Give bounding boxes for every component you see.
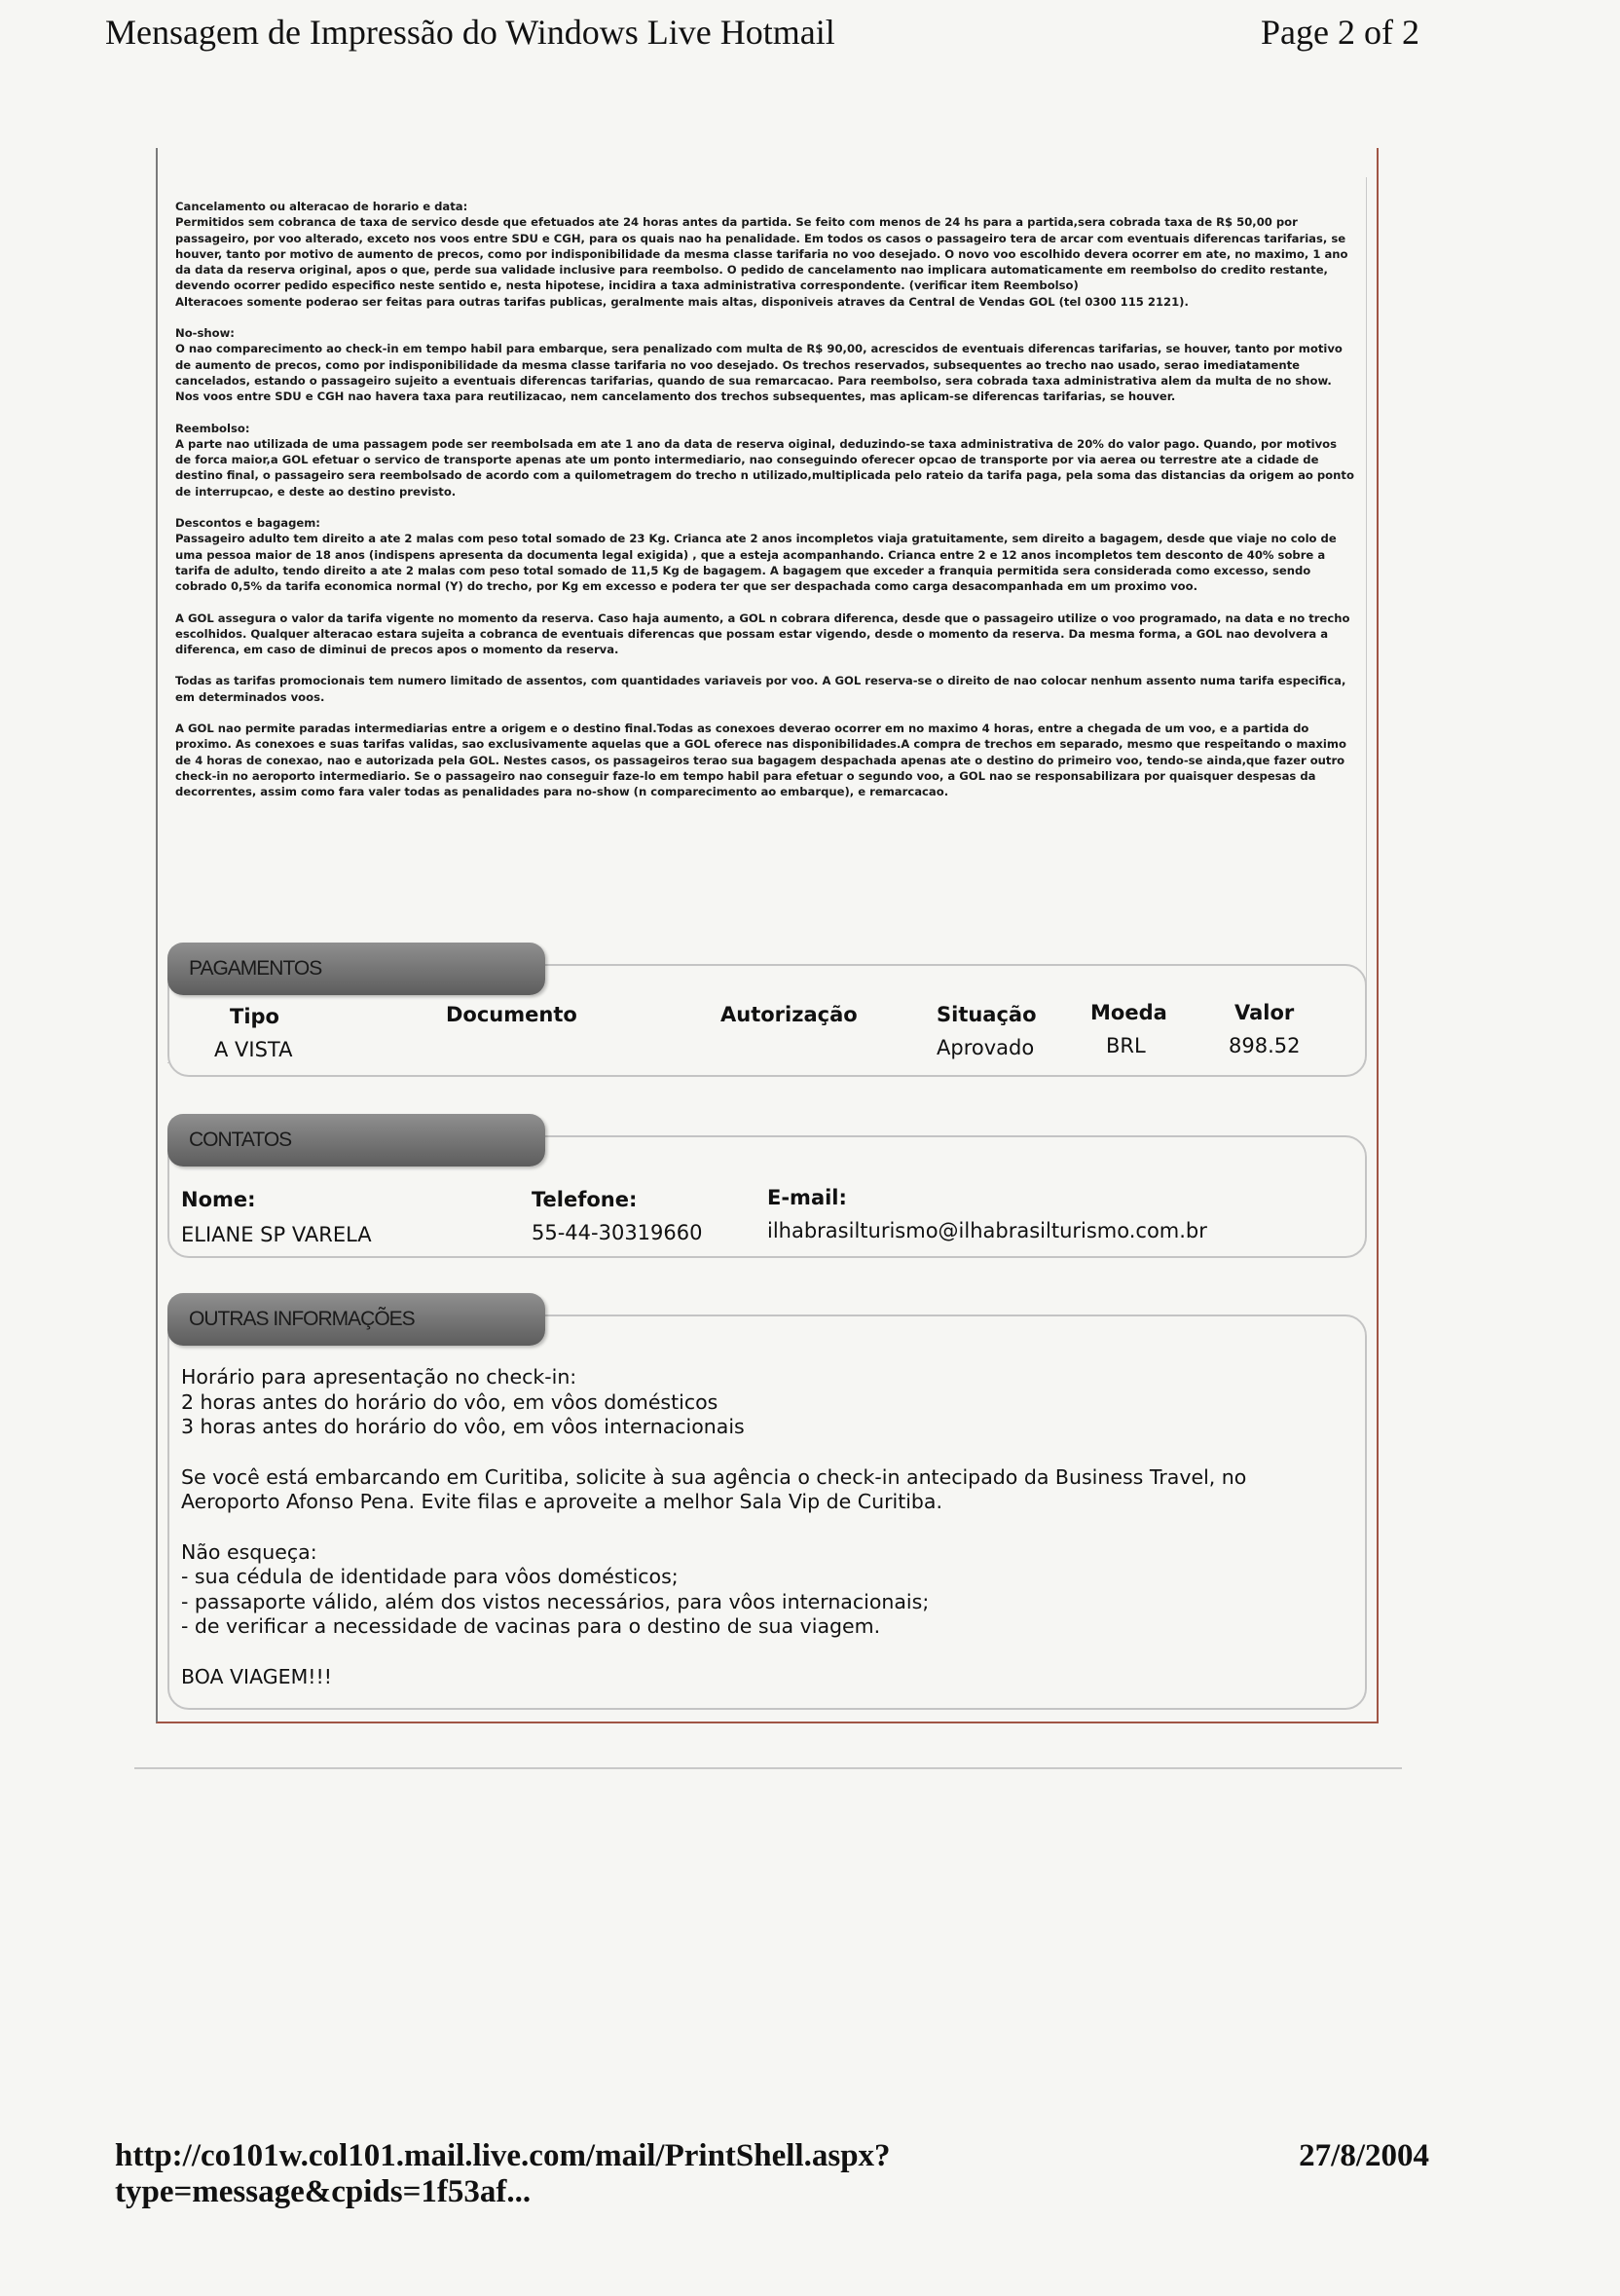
info-line: Se você está embarcando em Curitiba, solicite à sua agência o check-in antecipado da Business Travel, no bbox=[181, 1464, 1247, 1489]
policy-paragraph: Todas as tarifas promocionais tem numero limitado de assentos, com quantidades variaveis por voo. A GOL reserva-se o direito de nao colocar nenhum assento numa tarifa especifica, em determinados voos. bbox=[175, 674, 1346, 704]
info-line: - sua cédula de identidade para vôos domésticos; bbox=[181, 1565, 679, 1588]
header-documento: Documento bbox=[446, 1003, 577, 1026]
info-line: Aeroporto Afonso Pena. Evite filas e aproveite a melhor Sala Vip de Curitiba. bbox=[181, 1490, 943, 1513]
policy-paragraph: A GOL assegura o valor da tarifa vigente no momento da reserva. Caso haja aumento, a GOL n cobrara diferenca, desde que o passageiro utilize o voo programado, na data e no trecho escolhidos. Qualquer alteracao estara sujeita a cobranca de eventuais diferencas que possam estar vigendo, desde o momento da reserva. Da mesma forma, a GOL nao devolvera a diferenca, em caso de diminui de precos apos o momento da reserva. bbox=[175, 611, 1350, 657]
print-footer bbox=[115, 2138, 1429, 2210]
policy-paragraph: Cancelamento ou alteracao de horario e data: Permitidos sem cobranca de taxa de servico desde que efetuados ate 24 horas antes da partida. Se feito com menos de 24 hs para a partida,sera cobrada taxa de R$ 50,00 por passageiro, por voo alterado, exceto nos voos entre SDU e CGH, para os quais nao ha penalidade. Em todos os casos o passageiro tera de arcar com eventuais diferencas tarifarias, se houver, tanto por motivo de aumento de precos, como por indisponibilidade da mesma classe tarifaria no voo desejado. O novo voo escolhido devera ocorrer em ate, no maximo, 1 ano da data da reserva original, apos o que, perde sua validade inclusive para reembolso. O pedido de cancelamento nao implicara automaticamente em reembolso do credito restante, devendo ocorrer pedido especifico neste sentido e, nesta hipotese, incidira a taxa administrativa correspondente. (verificar item Reembolso) Alteracoes somente poderao ser feitas para outras tarifas publicas, geralmente mais altas, disponiveis atraves da Central de Vendas GOL (tel 0300 115 2121). bbox=[175, 200, 1348, 309]
value-telefone: 55-44-30319660 bbox=[532, 1221, 703, 1244]
value-nome: ELIANE SP VARELA bbox=[181, 1223, 372, 1246]
header-autorizacao: Autorização bbox=[720, 1003, 858, 1026]
header-valor: Valor bbox=[1234, 1001, 1295, 1024]
print-date: 27/8/2004 bbox=[1299, 2138, 1429, 2173]
policy-paragraph: No-show: O nao comparecimento ao check-in em tempo habil para embarque, sera penalizado com multa de R$ 90,00, acrescidos de eventuais diferencas tarifarias, se houver, tanto por motivo de aumento de precos, como por indisponibilidade da mesma classe tarifaria no voo desejado. Os trechos reservados, subsequentes ao trecho nao usado, serao imediatamente cancelados, estando o passageiro sujeito a eventuais diferencas tarifarias, quando de sua remarcacao. Para reembolso, sera cobrada taxa administrativa alem da multa de no show. Nos voos entre SDU e CGH nao havera taxa para reutilizacao, nem cancelamento dos trechos subsequentes, mas aplicam-se diferencas tarifarias, se houver. bbox=[175, 326, 1343, 404]
header-telefone: Telefone: bbox=[532, 1188, 638, 1211]
outras-panel bbox=[167, 1315, 1367, 1710]
contatos-tab: CONTATOS bbox=[167, 1114, 545, 1167]
outras-tab: OUTRAS INFORMAÇÕES bbox=[167, 1293, 545, 1346]
policy-section bbox=[167, 177, 1367, 1063]
info-line: BOA VIAGEM!!! bbox=[181, 1664, 332, 1688]
value-situacao: Aprovado bbox=[937, 1036, 1035, 1059]
policy-paragraph: Reembolso: A parte nao utilizada de uma passagem pode ser reembolsada em ate 1 ano da data de reserva oiginal, deduzindo-se taxa administrativa de 20% do valor pago. Quando, por motivos de forca maior,a GOL efetuar o servico de transporte apenas ate um ponto intermediario, nao conseguindo oferecer opcao de transporte por via aerea ou terrestre ate a cidade de destino final, o passageiro sera reembolsado de acordo com a quilometragem do trecho n utilizado,multiplicada pelo rateio da tarifa paga, pela soma das distancias da origem ao ponto de interrupcao, e deste ao destino previsto. bbox=[175, 421, 1354, 499]
header-situacao: Situação bbox=[937, 1003, 1037, 1026]
policy-paragraph: A GOL nao permite paradas intermediarias entre a origem e o destino final.Todas as conexoes deverao ocorrer em no maximo 4 horas, entre a chegada de um voo, e a partida do proximo. As conexoes e suas tarifas validas, sao exclusivamente aquelas que a GOL oferece nas disponibilidades.A compra de trechos em separado, mesmo que respeitando o maximo de 4 horas de conexao, nao e autorizada pela GOL. Nestes casos, os passageiros terao sua bagagem despachada apenas ate o destino do primeiro voo, tendo-se ainda,que fazer outro check-in no aeroporto intermediario. Se o passageiro nao conseguir faze-lo em tempo habil para efetuar o segundo voo, a GOL nao se responsabilizara por quaisquer despesas da decorrentes, assim como fara valer todas as penalidades para no-show (n comparecimento ao embarque), e remarcacao. bbox=[175, 722, 1346, 799]
info-line: - passaporte válido, além dos vistos necessários, para vôos internacionais; bbox=[181, 1589, 930, 1613]
page-number: Page 2 of 2 bbox=[1261, 13, 1419, 52]
header-nome: Nome: bbox=[181, 1188, 256, 1211]
value-email: ilhabrasilturismo@ilhabrasilturismo.com.br bbox=[767, 1219, 1207, 1242]
value-valor: 898.52 bbox=[1229, 1034, 1301, 1057]
value-moeda: BRL bbox=[1106, 1034, 1146, 1057]
divider bbox=[134, 1767, 1402, 1769]
info-line: Não esqueça: bbox=[181, 1539, 317, 1564]
info-line: 3 horas antes do horário do vôo, em vôos internacionais bbox=[181, 1415, 745, 1438]
header-moeda: Moeda bbox=[1090, 1001, 1167, 1024]
policy-paragraph: Descontos e bagagem: Passageiro adulto tem direito a ate 2 malas com peso total somado de 23 Kg. Crianca ate 2 anos incompletos viaja gratuitamente, sem direito a bagagem, desde que viaje no colo de uma pessoa maior de 18 anos (indispens apresenta da documenta legal exigida) , que a esteja acompanhando. Crianca entre 2 e 12 anos incompletos tem desconto de 40% sobre a tarifa de adulto, tendo direito a ate 2 malas com peso total somado de 11,5 Kg de bagagem. A bagagem que exceder a franquia permitida sera considerada como excesso, sendo cobrado 0,5% da tarifa economica normal (Y) do trecho, por Kg em excesso e podera ter que ser despachada como carga desacompanhada em um proximo voo. bbox=[175, 516, 1337, 594]
message-frame bbox=[156, 148, 1379, 1723]
outras-text bbox=[181, 1365, 1246, 1689]
info-line: 2 horas antes do horário do vôo, em vôos domésticos bbox=[181, 1389, 718, 1414]
pagamentos-tab: PAGAMENTOS bbox=[167, 943, 545, 995]
info-line: Horário para apresentação no check-in: bbox=[181, 1365, 577, 1389]
header-tipo: Tipo bbox=[230, 1005, 279, 1028]
print-title: Mensagem de Impressão do Windows Live Hotmail bbox=[105, 13, 835, 52]
info-line: - de verificar a necessidade de vacinas para o destino de sua viagem. bbox=[181, 1614, 881, 1638]
page-url: http://co101w.col101.mail.live.com/mail/PrintShell.aspx?type=message&cpids=1f53af... bbox=[115, 2138, 891, 2209]
print-header bbox=[105, 12, 1419, 53]
value-tipo: A VISTA bbox=[214, 1038, 293, 1061]
header-email: E-mail: bbox=[767, 1186, 847, 1209]
